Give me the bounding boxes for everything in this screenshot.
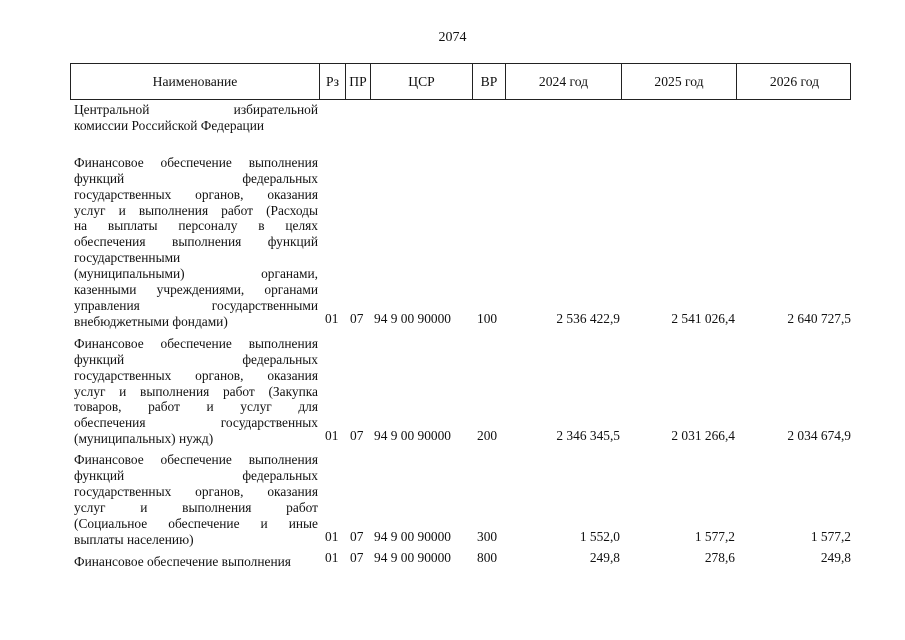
cell-2024: 249,8 <box>589 550 620 566</box>
row-name <box>70 101 319 134</box>
row-name-line: Финансовое обеспечение выполнения <box>74 154 318 170</box>
header-rz: Рз <box>320 64 346 99</box>
cell-csr: 94 9 00 90000 <box>374 428 451 444</box>
cell-2024: 2 536 422,9 <box>556 310 620 326</box>
row-name-line: государственных органов, оказания <box>74 483 318 499</box>
row-name-line: товаров, работ и услуг для <box>74 399 318 415</box>
row-name-line: (муниципальных) нужд) <box>74 431 214 447</box>
cell-pr: 07 <box>350 528 364 544</box>
cell-2024: 1 552,0 <box>579 528 620 544</box>
cell-2026: 2 640 727,5 <box>787 310 851 326</box>
cell-rz: 01 <box>325 550 339 566</box>
row-name-line: обеспечения государственных <box>74 415 318 431</box>
cell-rz: 01 <box>325 310 339 326</box>
cell-pr: 07 <box>350 550 364 566</box>
cell-pr: 07 <box>350 428 364 444</box>
row-name-line: выплаты населению) <box>74 531 194 547</box>
cell-2024: 2 346 345,5 <box>556 428 620 444</box>
row-name-line: функций федеральных <box>74 468 318 484</box>
cell-2026: 249,8 <box>820 550 851 566</box>
table-header <box>70 63 851 100</box>
row-name <box>70 154 319 330</box>
row-name <box>70 335 319 447</box>
cell-rz: 01 <box>325 428 339 444</box>
row-name-line: функций федеральных <box>74 170 318 186</box>
page-number: 2074 <box>438 30 467 45</box>
row-name-line: комиссии Российской Федерации <box>74 117 265 133</box>
row-name-line: на выплаты персоналу в целях <box>74 218 318 234</box>
cell-csr: 94 9 00 90000 <box>374 310 451 326</box>
header-2026: 2026 год <box>769 73 820 89</box>
row-name-line: государственных органов, оказания <box>74 186 318 202</box>
row-name-line: услуг и выполнения работ (Закупка <box>74 383 318 399</box>
header-2025: 2025 год <box>622 64 737 99</box>
header-name: Наименование <box>71 64 320 99</box>
row-name-line: (муниципальными) органами, <box>74 266 318 282</box>
cell-csr: 94 9 00 90000 <box>374 528 451 544</box>
cell-2025: 2 031 266,4 <box>671 428 735 444</box>
cell-2026: 1 577,2 <box>810 528 851 544</box>
header-2024: 2024 год <box>506 64 622 99</box>
row-name-line: Финансовое обеспечение выполнения <box>74 452 318 468</box>
row-name-line: Финансовое обеспечение выполнения <box>74 335 318 351</box>
header-csr: ЦСР <box>371 64 473 99</box>
table-row <box>70 154 851 330</box>
row-name-line: казенными учреждениями, органами <box>74 282 318 298</box>
header-pr: ПР <box>346 64 371 99</box>
cell-2025: 278,6 <box>704 550 735 566</box>
row-name <box>70 451 319 547</box>
cell-csr: 94 9 00 90000 <box>374 550 451 566</box>
row-name-line: (Социальное обеспечение и иные <box>74 515 318 531</box>
row-name-line: функций федеральных <box>74 351 318 367</box>
table-row <box>70 101 851 134</box>
cell-vr: 200 <box>477 428 498 444</box>
cell-2025: 1 577,2 <box>694 528 735 544</box>
row-name <box>70 553 319 570</box>
table-row <box>70 550 851 570</box>
row-name-line: внебюджетными фондами) <box>74 313 228 329</box>
cell-2025: 2 541 026,4 <box>671 310 735 326</box>
row-name-line: государственными <box>74 250 181 266</box>
row-name-line: услуг и выполнения работ <box>74 499 318 515</box>
cell-vr: 100 <box>477 310 498 326</box>
table-row <box>70 335 851 447</box>
row-name-line: обеспечения выполнения функций <box>74 234 318 250</box>
row-name-line: услуг и выполнения работ (Расходы <box>74 202 318 218</box>
row-name-line: Финансовое обеспечение выполнения <box>74 553 291 569</box>
cell-rz: 01 <box>325 528 339 544</box>
table-row <box>70 451 851 547</box>
header-vr: ВР <box>473 64 506 99</box>
cell-vr: 800 <box>477 550 498 566</box>
table-body <box>70 101 851 569</box>
cell-2026: 2 034 674,9 <box>787 428 851 444</box>
row-name-line: Центральной избирательной <box>74 102 318 117</box>
row-name-line: государственных органов, оказания <box>74 367 318 383</box>
cell-vr: 300 <box>477 528 498 544</box>
row-name-line: управления государственными <box>74 297 318 313</box>
cell-pr: 07 <box>350 310 364 326</box>
